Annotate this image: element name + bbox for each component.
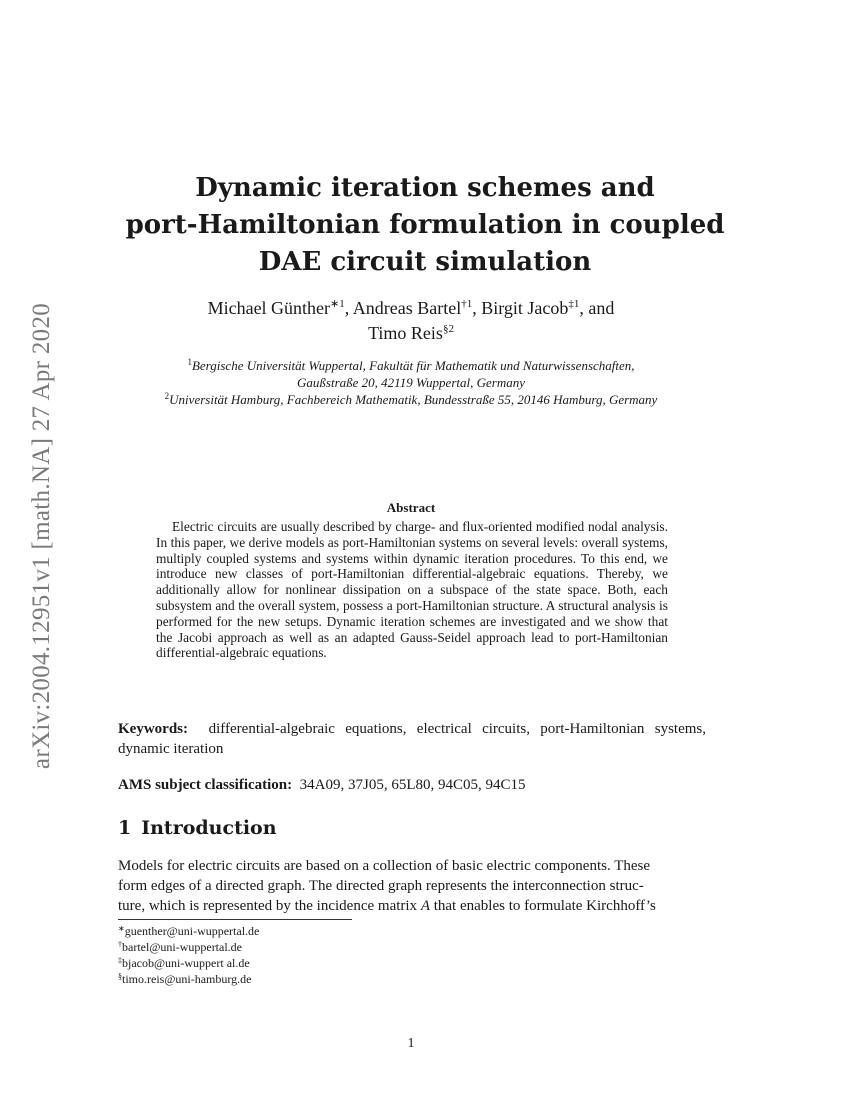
intro-text: that enables to formulate Kirchhoff’s <box>429 898 656 914</box>
intro-line-3 <box>118 896 706 916</box>
ams-label: AMS subject classification: <box>118 777 293 793</box>
title-line-1: Dynamic iteration schemes and <box>195 173 655 203</box>
footnote <box>118 923 259 939</box>
footnote-mark: † <box>118 940 122 949</box>
footnote-mark: ‡ <box>118 956 122 965</box>
footnote <box>118 955 259 971</box>
affiliation-2 <box>0 391 822 408</box>
affiliation-text: Universität Hamburg, Fachbereich Mathematik, Bundesstraße 55, 20146 Hamburg, Germany <box>169 392 658 407</box>
keywords-text: differential-algebraic equations, electrical circuits, port-Hamiltonian systems, dynamic iteration <box>118 721 706 757</box>
author-conjunction: , and <box>579 298 615 318</box>
footnote <box>118 939 259 955</box>
footnote <box>118 971 259 987</box>
footnote-email-link[interactable]: bjacob@uni-wuppert al.de <box>122 956 250 970</box>
affiliation-1-line-1 <box>0 357 822 374</box>
author-line-1: Michael Günther$^{∗1}$, Andreas Bartel$^{\dagger 1}$, Birgit Jacob$^{\ddagger 1}$, and <box>207 298 615 318</box>
section-number: 1 <box>118 817 132 839</box>
abstract-body: Electric circuits are usually described by charge- and flux-oriented modified nodal analysis. In this paper, we derive models as port-Hamiltonian systems on several levels: overall systems, multiply coupled systems and systems within dynamic iteration procedures. To this end, we introduce new classes of port-Hamiltonian differential-algebraic equations. Thereby, we additionally allow for nonlinear dissipation on a subspace of the state space. Both, each subsystem and the overall system, possess a port-Hamiltonian structure. A structural analysis is performed for the new setups. Dynamic iteration schemes are investigated and we show that the Jacobi approach as well as an adapted Gauss-Seidel approach lead to port-Hamiltonian differential-algebraic equations. <box>156 519 668 661</box>
footnote-rule <box>118 919 352 920</box>
author-list <box>0 296 822 346</box>
footnote-mark: ∗ <box>118 924 125 933</box>
intro-line-2: form edges of a directed graph. The directed graph represents the interconnection struc- <box>118 878 644 894</box>
affiliation-text: Bergische Universität Wuppertal, Fakultät für Mathematik und Naturwissenschaften, <box>191 358 635 373</box>
introduction-paragraph <box>118 856 706 916</box>
footnote-email-link[interactable]: timo.reis@uni-hamburg.de <box>122 972 252 986</box>
affiliation-mark: 1 <box>187 357 192 367</box>
title-line-3: DAE circuit simulation <box>258 247 592 277</box>
math-variable: A <box>420 898 430 914</box>
author-name: Michael Günther <box>207 298 331 318</box>
author-footnote-mark: †1 <box>461 298 473 310</box>
section-heading-introduction <box>118 817 277 839</box>
author-footnote-mark: §2 <box>442 323 454 335</box>
author-name: Andreas Bartel <box>352 298 462 318</box>
author-footnote-mark: ‡1 <box>568 298 580 310</box>
author-name: Timo Reis <box>368 323 443 343</box>
footnote-mark: § <box>118 972 122 981</box>
title-line-2: port-Hamiltonian formulation in coupled <box>125 210 725 240</box>
intro-text: ture, which is represented by the incidence matrix <box>118 898 421 914</box>
author-line-2 <box>0 321 822 346</box>
paper-title <box>0 170 850 281</box>
ams-codes: 34A09, 37J05, 65L80, 94C05, 94C15 <box>299 777 526 793</box>
footnote-email-link[interactable]: bartel@uni-wuppertal.de <box>122 940 243 954</box>
footnotes <box>118 923 259 987</box>
intro-line-1: Models for electric circuits are based on a collection of basic electric components. These <box>118 858 651 874</box>
ams-classification <box>118 775 706 795</box>
keywords <box>118 719 706 759</box>
footnote-email-link[interactable]: guenther@uni-wuppertal.de <box>124 924 260 938</box>
section-title: Introduction <box>141 817 277 839</box>
arxiv-identifier: arXiv:2004.12951v1 [math.NA] 27 Apr 2020 <box>28 302 55 770</box>
affiliation-1-line-2: Gaußstraße 20, 42119 Wuppertal, Germany <box>297 375 525 390</box>
page-number: 1 <box>407 1036 415 1051</box>
affiliations <box>0 357 822 408</box>
affiliation-mark: 2 <box>164 391 170 401</box>
author-footnote-mark: ∗1 <box>330 298 345 310</box>
abstract-heading: Abstract <box>386 500 436 515</box>
author-name: Birgit Jacob <box>481 298 569 318</box>
keywords-label: Keywords: <box>118 721 188 737</box>
